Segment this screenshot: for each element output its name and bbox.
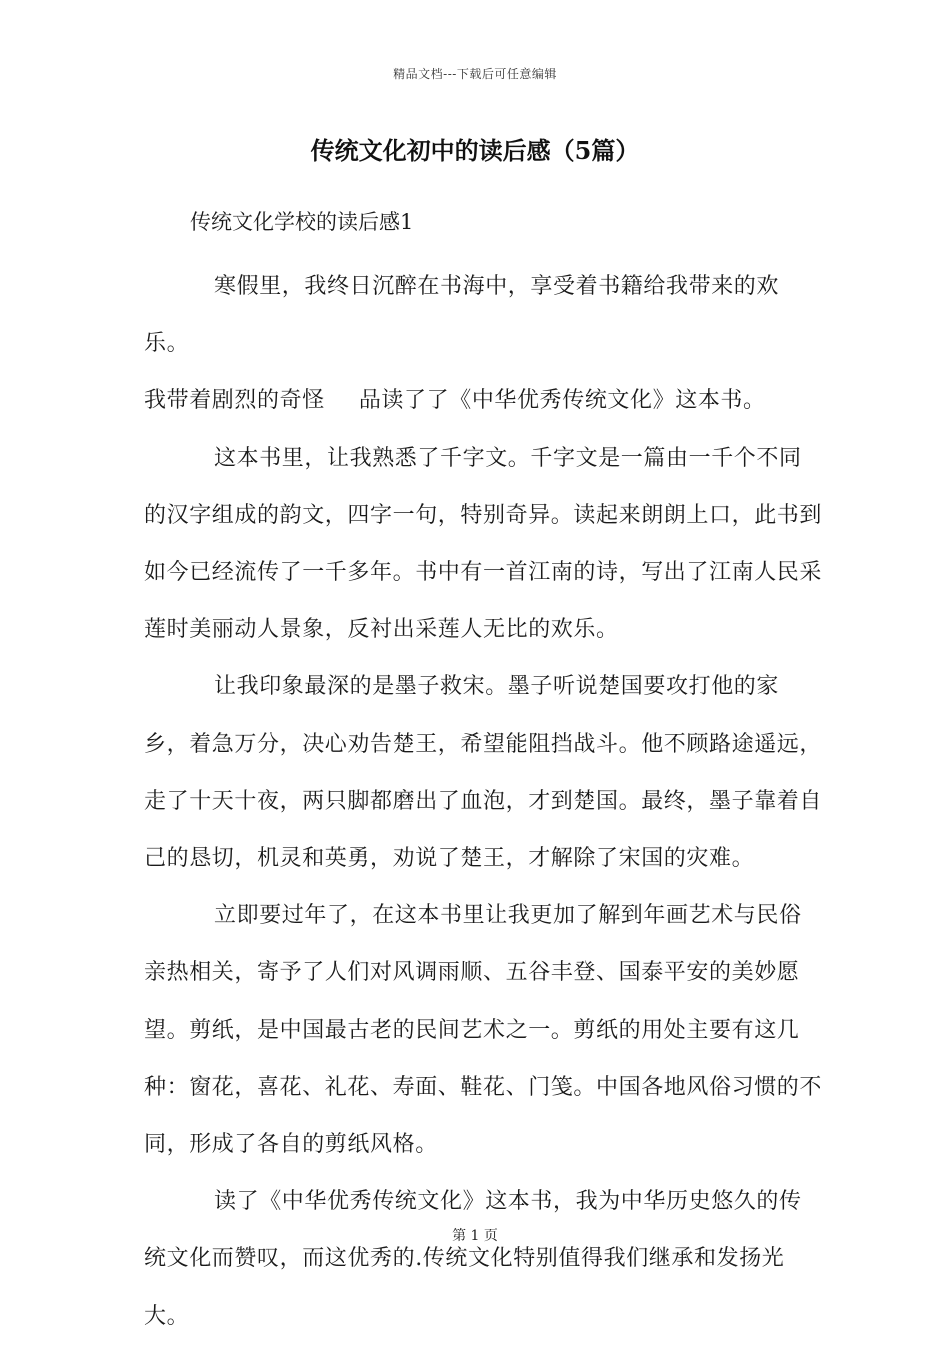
paragraph-2: 这本书里，让我熟悉了千字文。千字文是一篇由一千个不同的汉字组成的韵文，四字一句，特别奇异。读起来朗朗上口，此书到如今已经流传了一千多年。书中有一首江南的诗，写出了江南人民采莲时美丽动人景象，反衬出采莲人无比的欢乐。 <box>144 445 823 643</box>
paragraph-3: 让我印象最深的是墨子救宋。墨子听说楚国要攻打他的家乡，着急万分，决心劝告楚王，希望能阻挡战斗。他不顾路途遥远，走了十天十夜，两只脚都磨出了血泡，才到楚国。最终，墨子靠着自己的恳切，机灵和英勇，劝说了楚王，才解除了宋国的灾难。 <box>144 674 823 872</box>
page-header: 精品文档---下载后可任意编辑 <box>393 67 557 81</box>
paragraph-1-continuation-a: 我带着剧烈的奇怪 <box>144 388 325 414</box>
document-body <box>144 258 824 1345</box>
paragraph-4: 立即要过年了，在这本书里让我更加了解到年画艺术与民俗亲热相关，寄予了人们对风调雨顺、五谷丰登、国泰平安的美妙愿望。剪纸，是中国最古老的民间艺术之一。剪纸的用处主要有这几种：窗花，喜花、礼花、寿面、鞋花、门笺。中国各地风俗习惯的不同，形成了各自的剪纸风格。 <box>144 903 823 1158</box>
paragraph-1-continuation-b: 品读了了《中华优秀传统文化》这本书。 <box>358 388 766 414</box>
paragraph-1: 寒假里，我终日沉醉在书海中，享受着书籍给我带来的欢乐。 <box>144 274 780 357</box>
document-title: 传统文化初中的读后感（5篇） <box>310 136 640 165</box>
page-number: 第 1 页 <box>452 1228 498 1244</box>
section-heading: 传统文化学校的读后感1 <box>190 210 414 234</box>
paragraph-1-continuation <box>144 372 824 429</box>
paragraph-5: 读了《中华优秀传统文化》这本书，我为中华历史悠久的传统文化而赞叹，而这优秀的.传统文化特别值得我们继承和发扬光大。 <box>144 1189 802 1329</box>
